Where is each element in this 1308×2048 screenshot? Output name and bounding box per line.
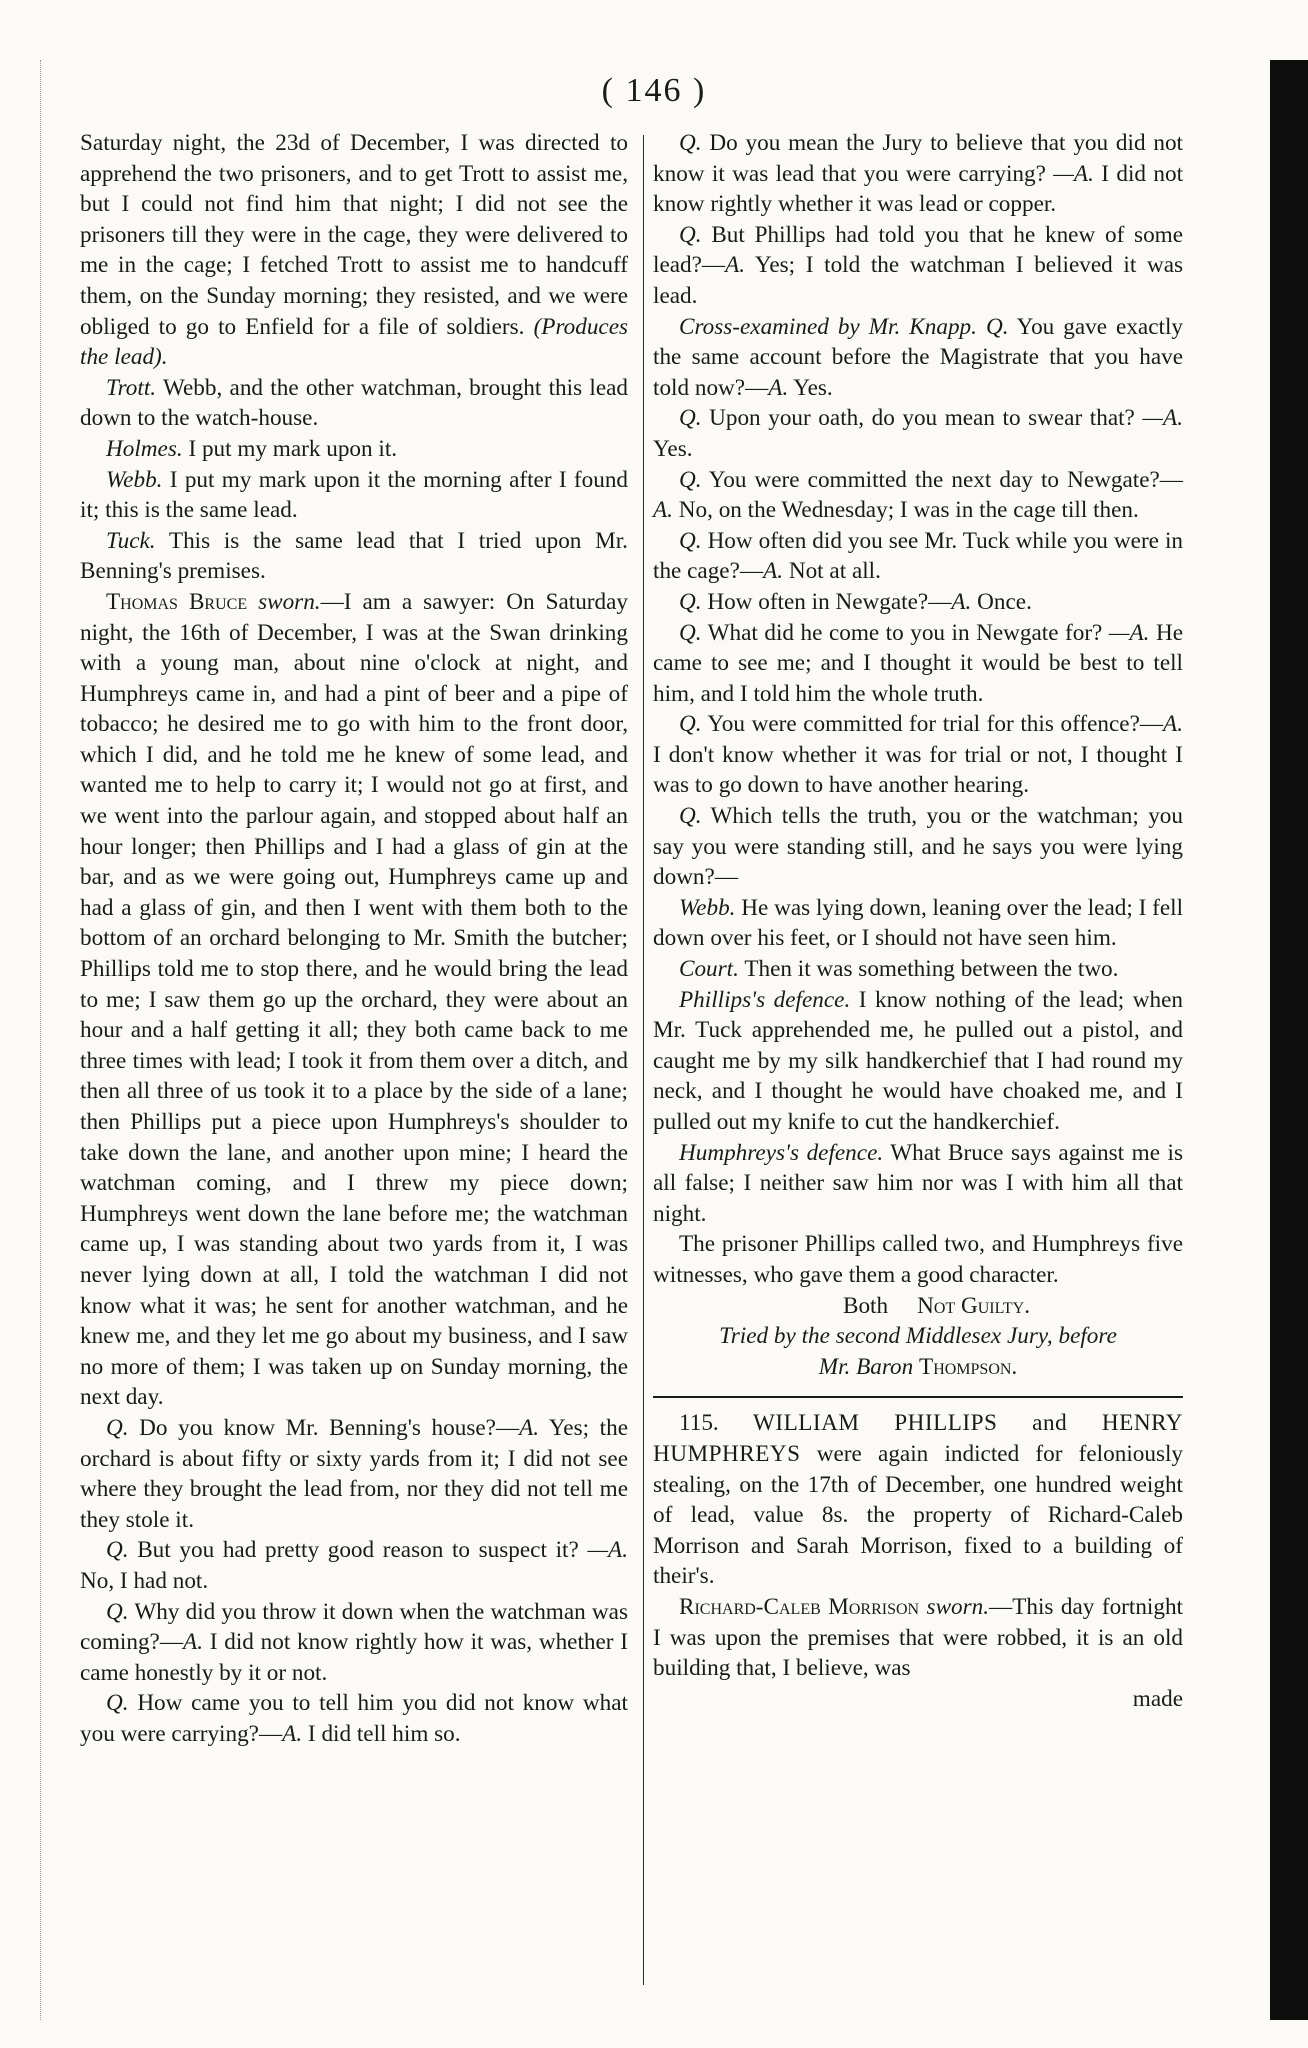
verdict: Both Not Guilty. [843,1292,1031,1319]
case-heading: 115. WILLIAM PHILLIPS and HENRY HUMPHREYS were again indicted for feloniously stealing, on the 17th of December, one hundred weight of lead, value 8s. the property of Richard-Caleb Morrison and Sarah Morrison, fixed to a building of their's. [653,1410,1184,1590]
paragraph: Q. You were committed the next day to Newgate?—A. No, on the Wednesday; I was in the cage till then. [653,466,1183,524]
paragraph: Q. Do you mean the Jury to believe that you did not know it was lead that you were carrying? —A. I did not know rightly whether it was lead or copper. [653,130,1184,218]
paragraph: Q. You were committed for trial for this offence?—A. I don't know whether it was for trial or not, I thought I was to go down to have another hearing. [653,711,1184,799]
paragraph: Court. Then it was something between the two. [679,956,1119,983]
right-column [653,128,1183,1714]
page-number: ( 146 ) [601,72,707,109]
paragraph: Q. How often in Newgate?—A. Once. [679,588,1032,615]
paragraph: Q. How often did you see Mr. Tuck while you were in the cage?—A. Not at all. [653,527,1183,585]
paragraph: The prisoner Phillips called two, and Humphreys five witnesses, who gave them a good character. [653,1231,1183,1288]
page-edge-left [0,60,41,2020]
paragraph: Phillips's defence. I know nothing of the lead; when Mr. Tuck apprehended me, he pulled out a pistol, and caught me by my silk handkerchief that I had round my neck, and I thought he would have choaked me, and I pulled out my knife to cut the handkerchief. [653,986,1183,1135]
paragraph: Saturday night, the 23d of December, I was directed to apprehend the two prisoners, and to get Trott to assist me, but I could not find him that night; I did not see the prisoners till they were in the cage, they were delivered to me in the cage; I fetched Trott to assist me to handcuff them, on the Sunday morning; they resisted, and we were obliged to go to Enfield for a file of soldiers. (Produces the lead). [80,130,629,371]
paragraph: Webb. I put my mark upon it the morning after I found it; this is the same lead. [80,466,629,524]
paragraph: Trott. Webb, and the other watchman, brought this lead down to the watch-house. [80,374,628,432]
paragraph: Q. But Phillips had told you that he knew of some lead?—A. Yes; I told the watchman I believed it was lead. [653,221,1184,309]
paragraph: Webb. He was lying down, leaning over the lead; I fell down over his feet, or I should not have seen him. [653,894,1184,952]
paragraph: Thomas Bruce sworn.—I am a sawyer: On Saturday night, the 16th of December, I was at the Swan drinking with a young man, about nine o'clock at night, and Humphreys came in, and had a pint of beer and a pipe of tobacco; he desired me to go with him to the front door, which I did, and he told me he knew of some lead, and wanted me to help to carry it; I would not go at first, and we went into the parlour again, and stopped about half an hour longer; then Phillips and I had a glass of gin at the bar, and as we were going out, Humphreys came up and had a glass of gin, and then I went with them both to the bottom of an orchard belonging to Mr. Smith the butcher; Phillips told me to stop there, and he would bring the lead to me; I saw them go up the orchard, they were about an hour and a half getting it all; they both came back to me three times with lead; I took it from them over a ditch, and then all three of us took it to a place by the side of a lane; then Phillips put a piece upon Humphreys's shoulder to take down the lane, and another upon mine; I heard the watchman coming, and I threw my piece down; Humphreys went down the lane before me; the watchman came up, I was standing about two yards from it, I was never lying down at all, I told the watchman I did not know what it was; he sent for another watchman, and he knew me, and they let me go about my business, and I saw no more of them; I was taken up on Sunday morning, the next day. [80,588,628,1411]
paragraph: Q. Why did you throw it down when the watchman was coming?—A. I did not know rightly how it was, whether I came honestly by it or not. [80,1598,628,1686]
left-column [80,128,628,1749]
page-edge-right [1270,60,1308,2020]
catchword: made [1132,1685,1183,1712]
paragraph: Q. Which tells the truth, you or the watchman; you say you were standing still, and he says you were lying down?— [653,803,1183,891]
tried-note: Tried by the second Middlesex Jury, before Mr. Baron Thompson. [719,1323,1117,1380]
paragraph: Richard-Caleb Morrison sworn.—This day fortnight I was upon the premises that were robbed, it is an old building that, I believe, was [653,1593,1183,1682]
paragraph: Humphreys's defence. What Bruce says against me is all false; I neither saw him nor was I with him all that night. [653,1139,1183,1227]
paragraph: Cross-examined by Mr. Knapp. Q. You gave exactly the same account before the Magistrate that you have told now?—A. Yes. [653,313,1183,401]
column-divider [643,135,644,1985]
paragraph: Q. Upon your oath, do you mean to swear that? —A. Yes. [653,405,1183,462]
paragraph: Q. What did he come to you in Newgate for? —A. He came to see me; and I thought it would be best to tell him, and I told him the whole truth. [653,619,1184,707]
paragraph: Q. But you had pretty good reason to suspect it? —A. No, I had not. [80,1537,629,1594]
paragraph: Tuck. This is the same lead that I tried upon Mr. Benning's premises. [80,527,628,585]
paragraph: Q. Do you know Mr. Benning's house?—A. Yes; the orchard is about fifty or sixty yards from it; I did not see where they brought the lead from, nor they did not tell me they stole it. [80,1414,629,1533]
paragraph: Q. How came you to tell him you did not know what you were carrying?—A. I did tell him so. [80,1690,628,1747]
section-rule [653,1396,1183,1398]
paragraph: Holmes. I put my mark upon it. [106,435,398,462]
